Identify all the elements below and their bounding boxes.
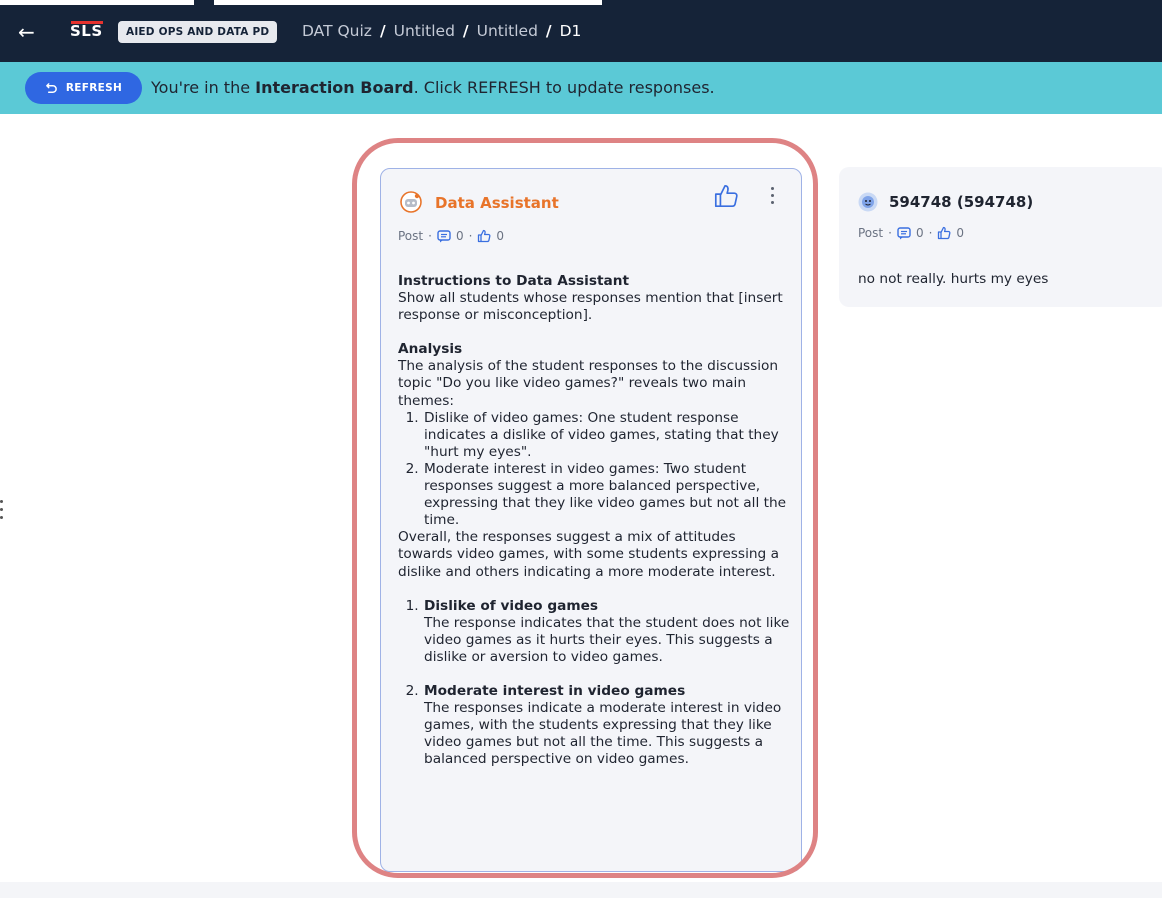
breadcrumb-separator: / (379, 22, 386, 40)
meta-separator: · (888, 226, 892, 240)
instructions-text: Show all students whose responses mention that [insert response or misconception]. (398, 290, 783, 324)
analysis-title: Analysis (398, 341, 463, 358)
top-navigation-bar (0, 0, 1162, 62)
theme-item (423, 598, 793, 666)
comment-count: 0 (915, 226, 924, 240)
meta-separator: · (468, 229, 473, 243)
meta-separator: · (928, 226, 933, 240)
thumbs-up-icon[interactable] (937, 226, 951, 240)
banner-message: You're in the Interaction Board. Click REFRESH to update responses. (151, 78, 715, 97)
meta-separator: · (428, 229, 432, 243)
post-author[interactable]: 594748 (594748) (889, 193, 1034, 211)
thumbs-up-icon[interactable] (713, 183, 739, 209)
comment-icon[interactable] (897, 227, 911, 240)
breadcrumb-item[interactable]: DAT Quiz (302, 22, 372, 40)
post-type: Post (398, 229, 424, 243)
post-type: Post (858, 226, 884, 240)
student-response-text: no not really. hurts my eyes (858, 271, 1049, 287)
kebab-menu-icon[interactable] (769, 187, 775, 207)
back-arrow-icon[interactable]: ← (18, 20, 35, 44)
comment-icon[interactable] (437, 230, 451, 243)
list-item: 1. Dislike of video games: One student response indicates a dislike of video games, stating that they "hurt my eyes". (423, 410, 793, 461)
breadcrumb-separator: / (545, 22, 552, 40)
course-chip: AIED OPS AND DATA PD (118, 21, 277, 43)
post-body (398, 273, 793, 768)
analysis-intro: The analysis of the student responses to the discussion topic "Do you like video games?" reveals two main themes: (398, 358, 779, 409)
assistant-avatar-icon (400, 191, 422, 213)
post-meta (858, 226, 964, 240)
top-strip-left (0, 0, 194, 5)
bottom-band (0, 882, 1162, 898)
interaction-board-banner (0, 62, 1162, 114)
theme-item (423, 683, 793, 768)
post-meta (398, 229, 504, 243)
thumbs-up-icon[interactable] (477, 229, 491, 243)
theme-text: The response indicates that the student does not like video games as it hurts their eyes. This suggests a dislike or aversion to video games. (424, 614, 790, 665)
theme-text: The responses indicate a moderate interest in video games, with the students expressing that they like video games but not all the time. This suggests a balanced perspective on video games. (424, 700, 782, 768)
refresh-icon (45, 82, 58, 95)
student-avatar-icon (858, 192, 878, 212)
breadcrumb-separator: / (462, 22, 469, 40)
theme-list (398, 683, 793, 768)
analysis-overall: Overall, the responses suggest a mix of attitudes towards video games, with some students expressing a dislike and others indicating a more moderate interest. (398, 529, 779, 580)
theme-list (398, 598, 793, 666)
breadcrumb-current: D1 (559, 22, 582, 40)
theme-title: Dislike of video games (424, 597, 599, 614)
breadcrumb-item[interactable]: Untitled (393, 22, 455, 40)
comment-count: 0 (455, 229, 464, 243)
list-item: 2. Moderate interest in video games: Two student responses suggest a more balanced perspective, expressing that they like video games but not all the time. (423, 461, 793, 529)
breadcrumb (302, 22, 581, 40)
refresh-label: REFRESH (65, 82, 123, 94)
breadcrumb-item[interactable]: Untitled (476, 22, 538, 40)
theme-title: Moderate interest in video games (424, 682, 686, 699)
like-count: 0 (496, 229, 505, 243)
refresh-button[interactable] (25, 72, 142, 104)
top-strip-right (214, 0, 602, 5)
like-count: 0 (956, 226, 965, 240)
analysis-list (398, 410, 793, 530)
instructions-title: Instructions to Data Assistant (398, 273, 630, 289)
post-author[interactable]: Data Assistant (435, 194, 559, 212)
left-edge-handle (0, 500, 4, 530)
sls-logo[interactable]: SLS (70, 22, 103, 40)
